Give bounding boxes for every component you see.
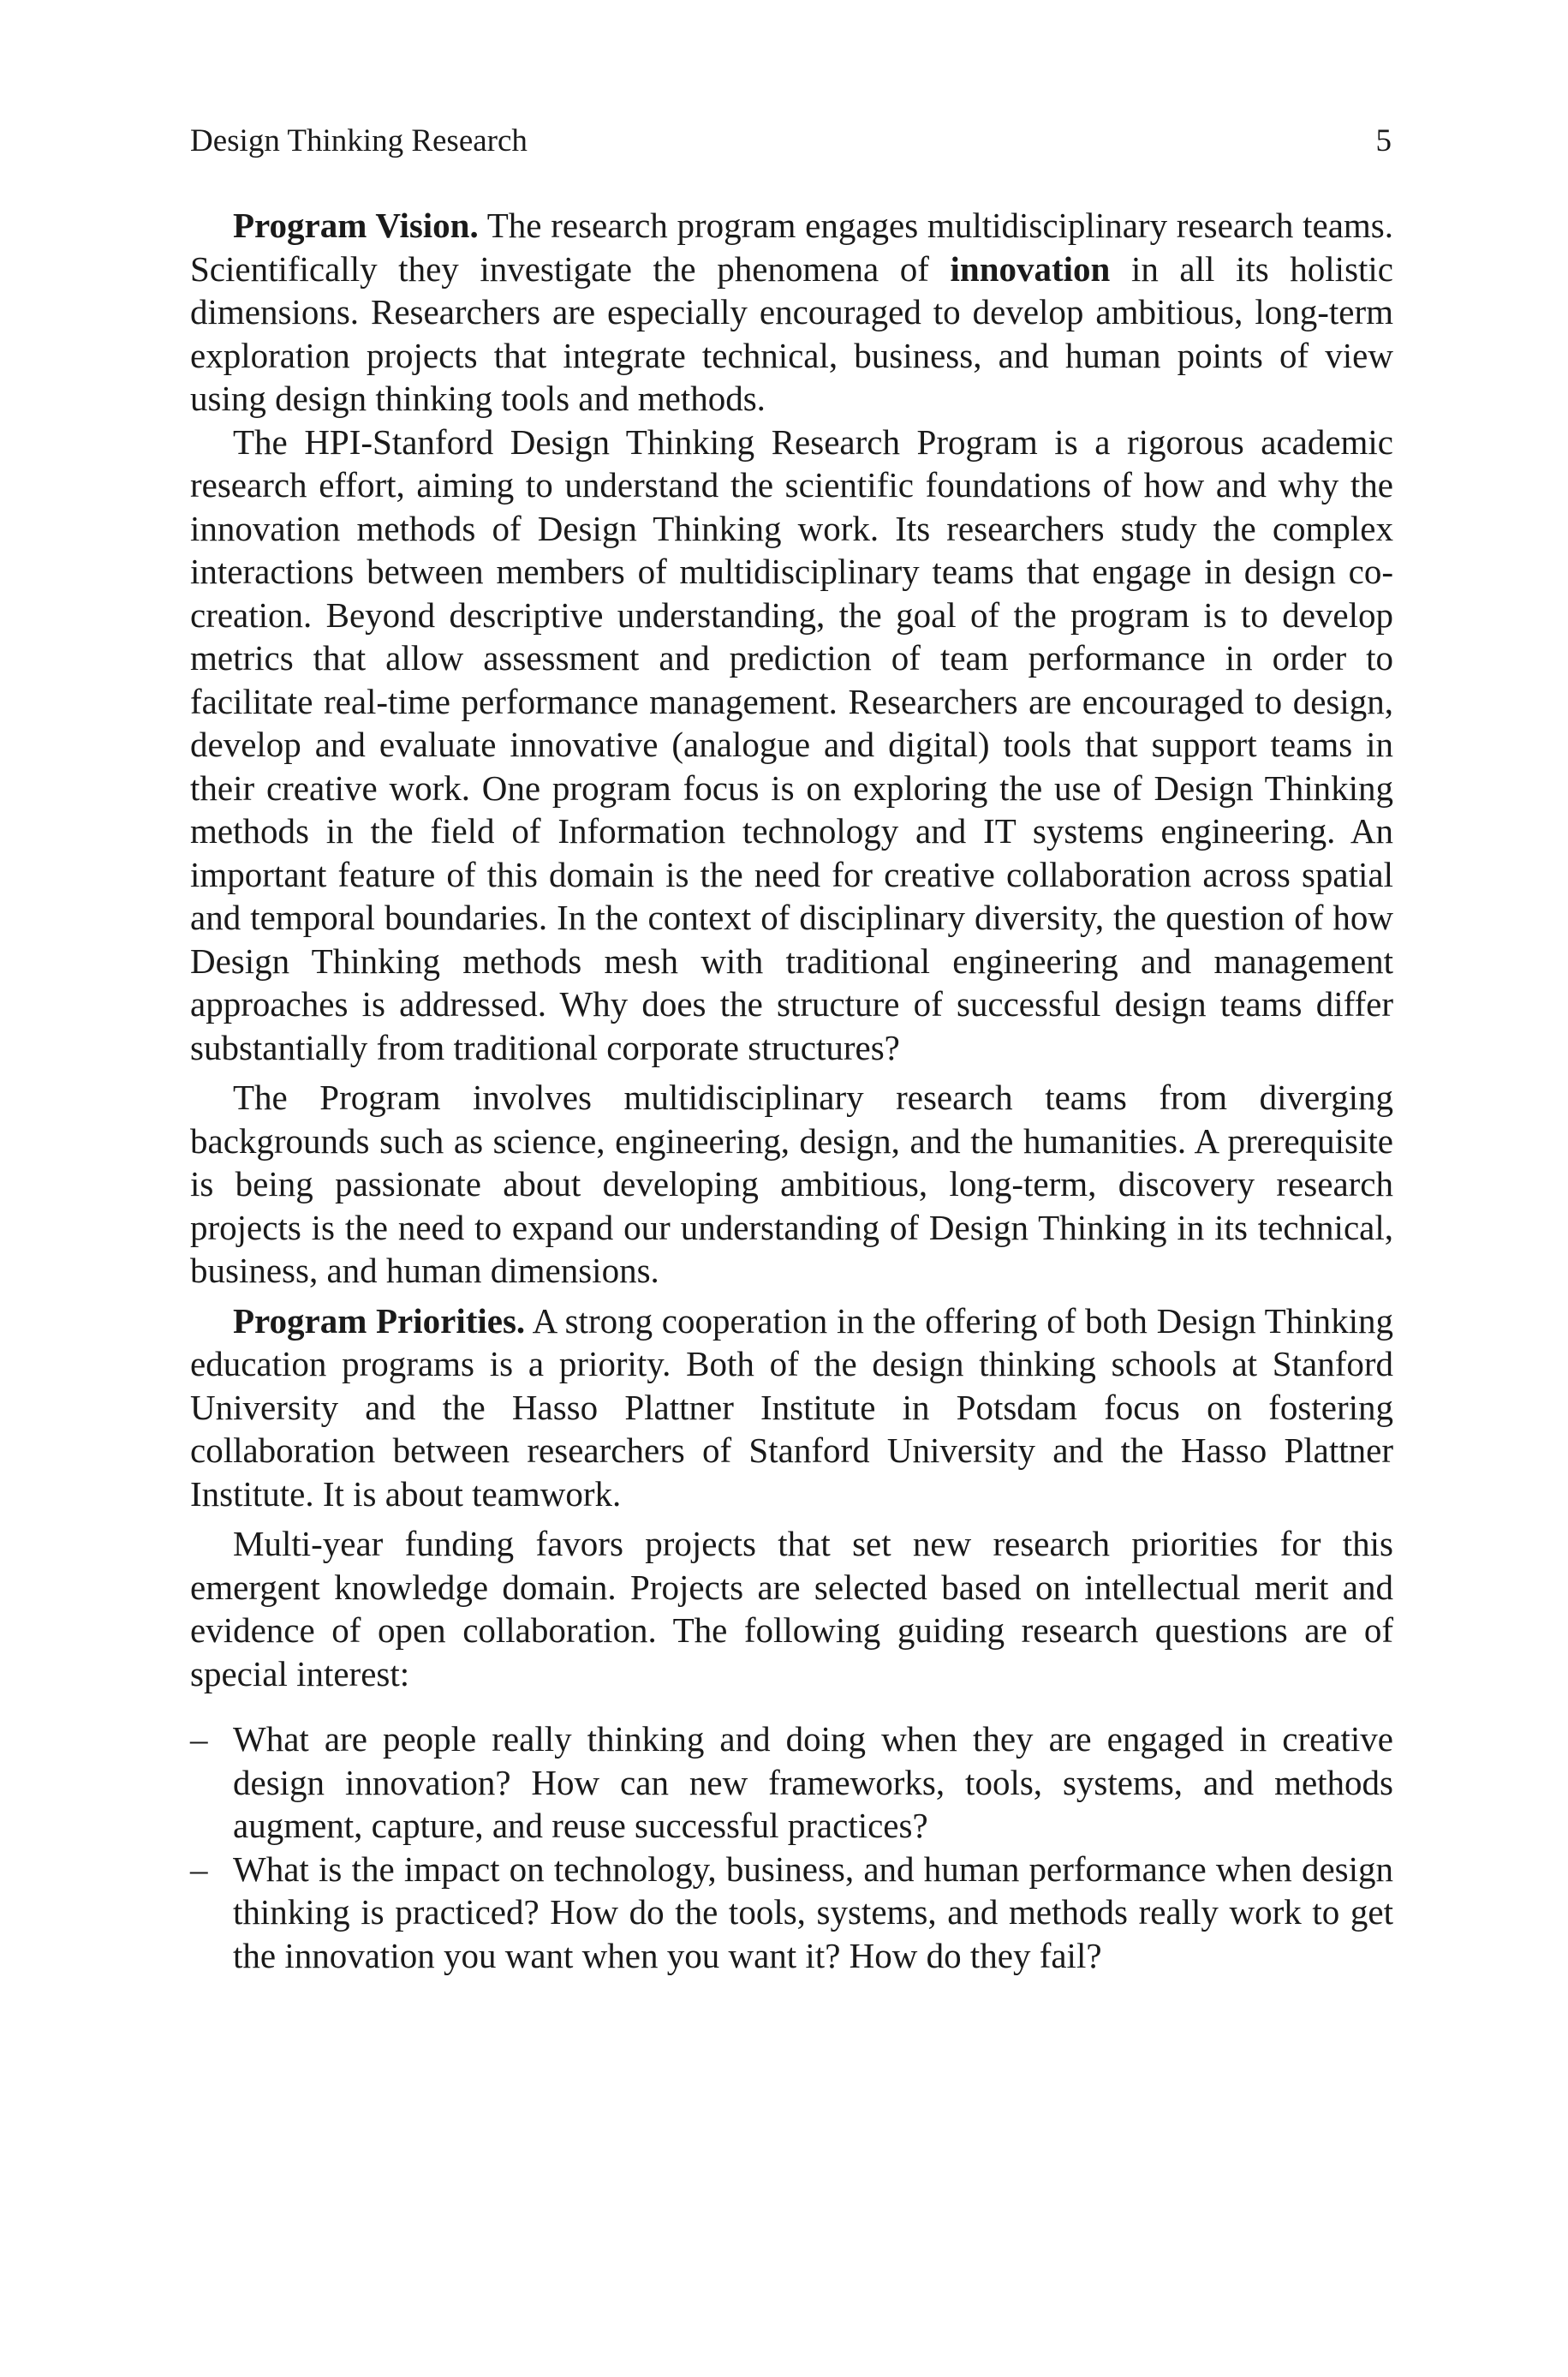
paragraph-multi-year-funding: Multi-year funding favors projects that set new research priorities for this emergent knowledge domain. Projects are selected based on intellectual merit and evidence of open collaboration. The following guiding research questions are of special interest:: [190, 1524, 1393, 1693]
paragraph-hpi-stanford-program: The HPI-Stanford Design Thinking Research Program is a rigorous academic research effort, aiming to understand the scientific foundations of how and why the innovation methods of Design Thinking work. Its researchers study the complex interactions between members of multidisciplinary teams that engage in design co-creation. Beyond descriptive understanding, the goal of the program is to develop metrics that allow assessment and prediction of team performance in order to facilitate real-time performance management. Researchers are encouraged to design, develop and evaluate innovative (analogue and digital) tools that support teams in their creative work. One program focus is on exploring the use of Design Thinking methods in the field of Information technology and IT systems engineering. An important feature of this domain is the need for creative collaboration across spatial and temporal boundaries. In the context of disciplinary diversity, the question of how Design Thinking methods mesh with traditional engineering and management approaches is addressed. Why does the structure of successful design teams differ substantially from traditional corporate structures?: [190, 421, 1393, 1067]
list-item-text: What is the impact on technology, business, and human performance when design thinking is practiced? How do the tools, systems, and methods really work to get the innovation you want when you want it? How do they fail?: [233, 1848, 1393, 1975]
paragraph-program-priorities: [190, 1299, 1393, 1516]
page-number: 5: [1375, 123, 1392, 158]
research-questions-list: [190, 1717, 1393, 1977]
list-item: [190, 1848, 1393, 1978]
paragraph-program-involves: The Program involves multidisciplinary research teams from diverging backgrounds such as science, engineering, design, and the humanities. A prerequisite is being passionate about developing ambitious, long-term, discovery research projects is the need to expand our understanding of Design Thinking in its technical, business, and human dimensions.: [190, 1078, 1393, 1290]
paragraph-program-vision: [190, 204, 1393, 421]
runin-heading-program-priorities: Program Priorities.: [233, 1300, 526, 1341]
running-title: Design Thinking Research: [190, 123, 528, 158]
running-header: [190, 120, 1393, 163]
emphasis-innovation: innovation: [950, 248, 1111, 289]
runin-heading-program-vision: Program Vision.: [233, 206, 479, 245]
list-item: [190, 1717, 1393, 1848]
paragraph-text: The research program engages multidisciplinary research teams. Scientifically they investigate the phenomena of: [190, 206, 1393, 289]
paragraph-text: A strong cooperation in the offering of both Design Thinking education programs is a priority. Both of the design thinking schools at Stanford University and the Hasso Plattner Institute in Potsdam focus on fostering collaboration between researchers of Stanford University and the Hasso Plattner Institute. It is about teamwork.: [190, 1300, 1393, 1514]
list-item-text: What are people really thinking and doing when they are engaged in creative design innovation? How can new frameworks, tools, systems, and methods augment, capture, and reuse successful practices?: [233, 1719, 1393, 1845]
list-dash-marker: –: [190, 1719, 208, 1759]
body-text: [190, 204, 1393, 1977]
book-page: [190, 120, 1393, 1977]
paragraph-text: in all its holistic dimensions. Researchers are especially encouraged to develop ambitious, long-term exploration projects that integrate technical, business, and human points of view using design thinking tools and methods.: [190, 248, 1394, 418]
list-dash-marker: –: [190, 1848, 208, 1889]
